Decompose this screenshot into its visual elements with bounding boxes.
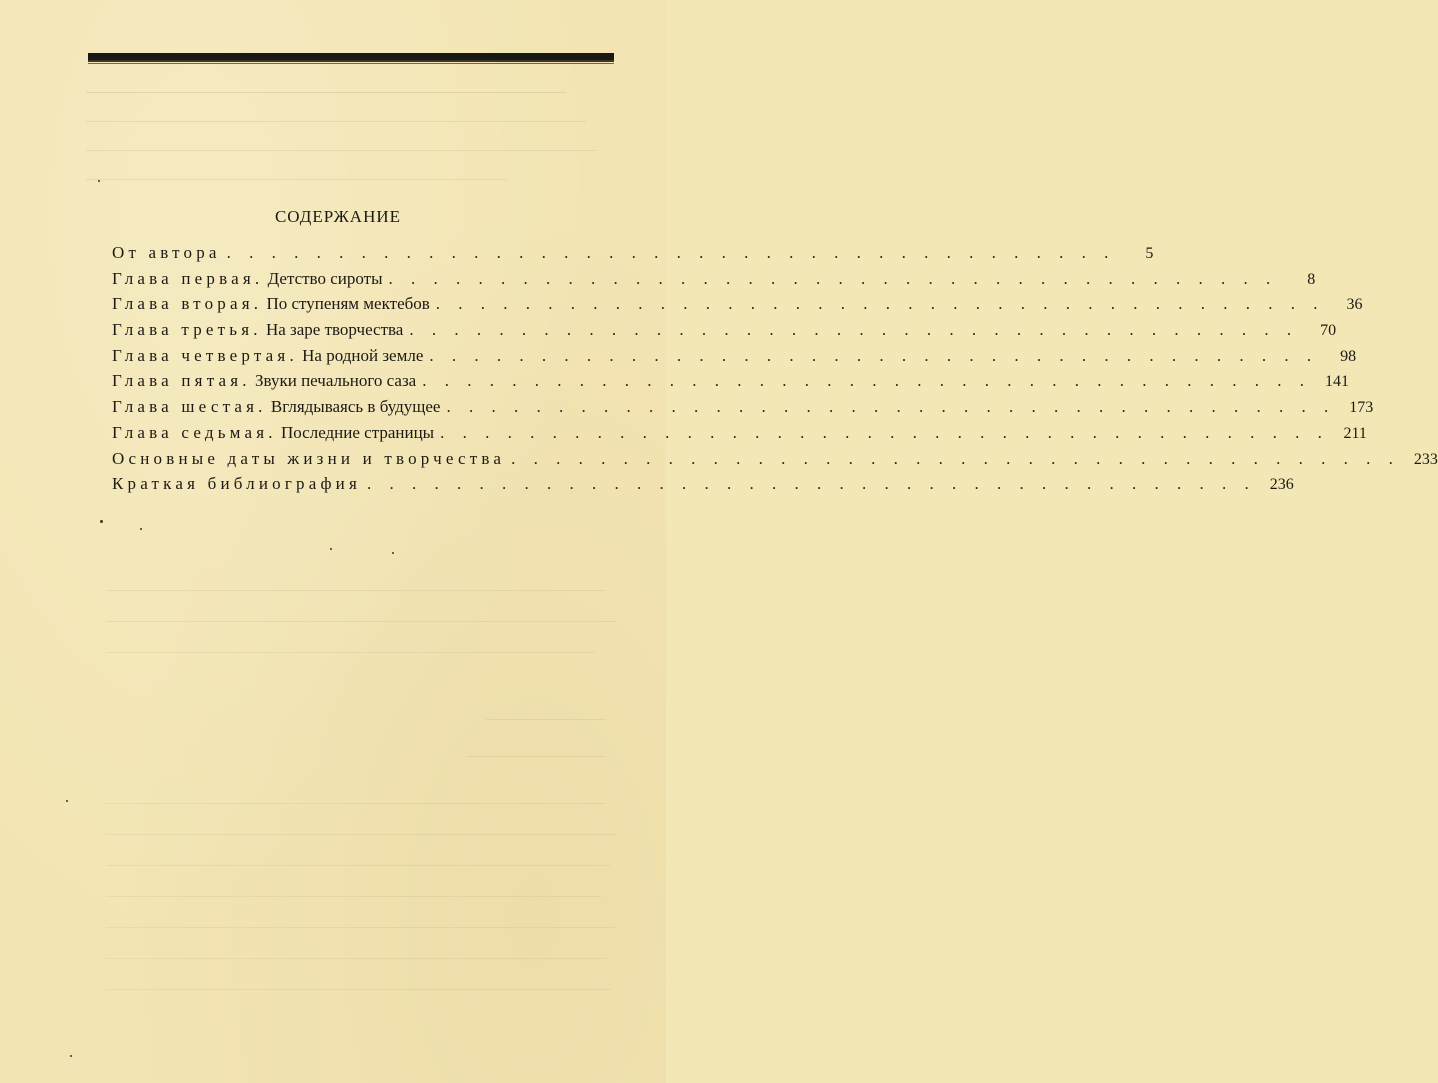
toc-entry-label: Глава седьмая. Последние страницы (112, 422, 435, 442)
toc-row[interactable] (112, 368, 1349, 394)
leader-dots: . . . . . . . . . . . . . . . . . . . . . . . . . . . . . . . . . . . . . . . . (446, 397, 1336, 417)
toc-page-number: 70 (1320, 322, 1337, 340)
show-through-bleed (86, 78, 626, 188)
toc-row[interactable] (112, 394, 1374, 420)
toc-page-number: 141 (1324, 373, 1349, 391)
toc-row[interactable] (112, 343, 1357, 369)
print-speck (70, 1055, 72, 1057)
toc-row[interactable] (112, 317, 1337, 343)
toc-page-number: 233 (1413, 450, 1438, 468)
toc-page-number: 173 (1349, 399, 1374, 417)
toc-row[interactable] (112, 291, 1363, 317)
show-through-bleed-lower (86, 560, 626, 1020)
toc-row[interactable] (112, 240, 1154, 266)
leader-dots: . . . . . . . . . . . . . . . . . . . . . . . . . . . . . . . . . . . . . . . . (226, 243, 1116, 262)
toc-page-number: 211 (1343, 424, 1367, 442)
print-speck (330, 548, 332, 550)
leader-dots: . . . . . . . . . . . . . . . . . . . . . . . . . . . . . . . . . . . . . . . . (422, 371, 1311, 391)
toc-entry-label: Глава первая. Детство сироты (112, 268, 383, 288)
leader-dots: . . . . . . . . . . . . . . . . . . . . . . . . . . . . . . . . . . . . . . . . (388, 268, 1278, 288)
toc-page-number: 8 (1307, 270, 1316, 288)
toc-entry-label: Глава четвертая. На родной земле (112, 345, 424, 365)
leader-dots: . . . . . . . . . . . . . . . . . . . . . . . . . . . . . . . . . . . . . . . . (440, 422, 1329, 442)
toc-row[interactable] (112, 446, 1438, 472)
print-speck (392, 552, 394, 554)
toc-page-number: 36 (1346, 296, 1363, 314)
header-rule-thin (88, 63, 614, 64)
toc-entry-label: Глава пятая. Звуки печального саза (112, 371, 417, 391)
toc-entry-label: От автора (112, 243, 221, 262)
toc-row[interactable] (112, 420, 1367, 446)
toc-entry-label: Глава вторая. По ступеням мектебов (112, 294, 430, 314)
print-speck (140, 528, 142, 530)
leader-dots: . . . . . . . . . . . . . . . . . . . . . . . . . . . . . . . . . . . . . . . . (429, 345, 1319, 365)
header-rule (88, 53, 614, 62)
toc-entry-label: Глава шестая. Вглядываясь в будущее (112, 397, 441, 417)
print-speck (98, 180, 100, 182)
leader-dots: . . . . . . . . . . . . . . . . . . . . . . . . . . . . . . . . . . . . . . . . (409, 320, 1299, 340)
print-speck (66, 800, 68, 802)
print-speck (100, 520, 103, 523)
toc-row[interactable] (112, 471, 1294, 497)
toc-page-number: 98 (1340, 347, 1357, 365)
leader-dots: . . . . . . . . . . . . . . . . . . . . . . . . . . . . . . . . . . . . . . . . (367, 474, 1256, 494)
toc-row[interactable] (112, 266, 1316, 292)
toc-entry-label: Краткая библиография (112, 474, 361, 494)
toc-page-number: 5 (1145, 245, 1154, 262)
toc-entry-label: Глава третья. На заре творчества (112, 320, 404, 340)
leader-dots: . . . . . . . . . . . . . . . . . . . . . . . . . . . . . . . . . . . . . . . . (511, 448, 1400, 468)
leader-dots: . . . . . . . . . . . . . . . . . . . . . . . . . . . . . . . . . . . . . . . . (435, 294, 1325, 314)
table-of-contents (112, 240, 1438, 497)
toc-title: СОДЕРЖАНИЕ (274, 207, 402, 226)
toc-entry-label: Основные даты жизни и творчества (112, 448, 506, 468)
toc-page-number: 236 (1269, 476, 1294, 494)
